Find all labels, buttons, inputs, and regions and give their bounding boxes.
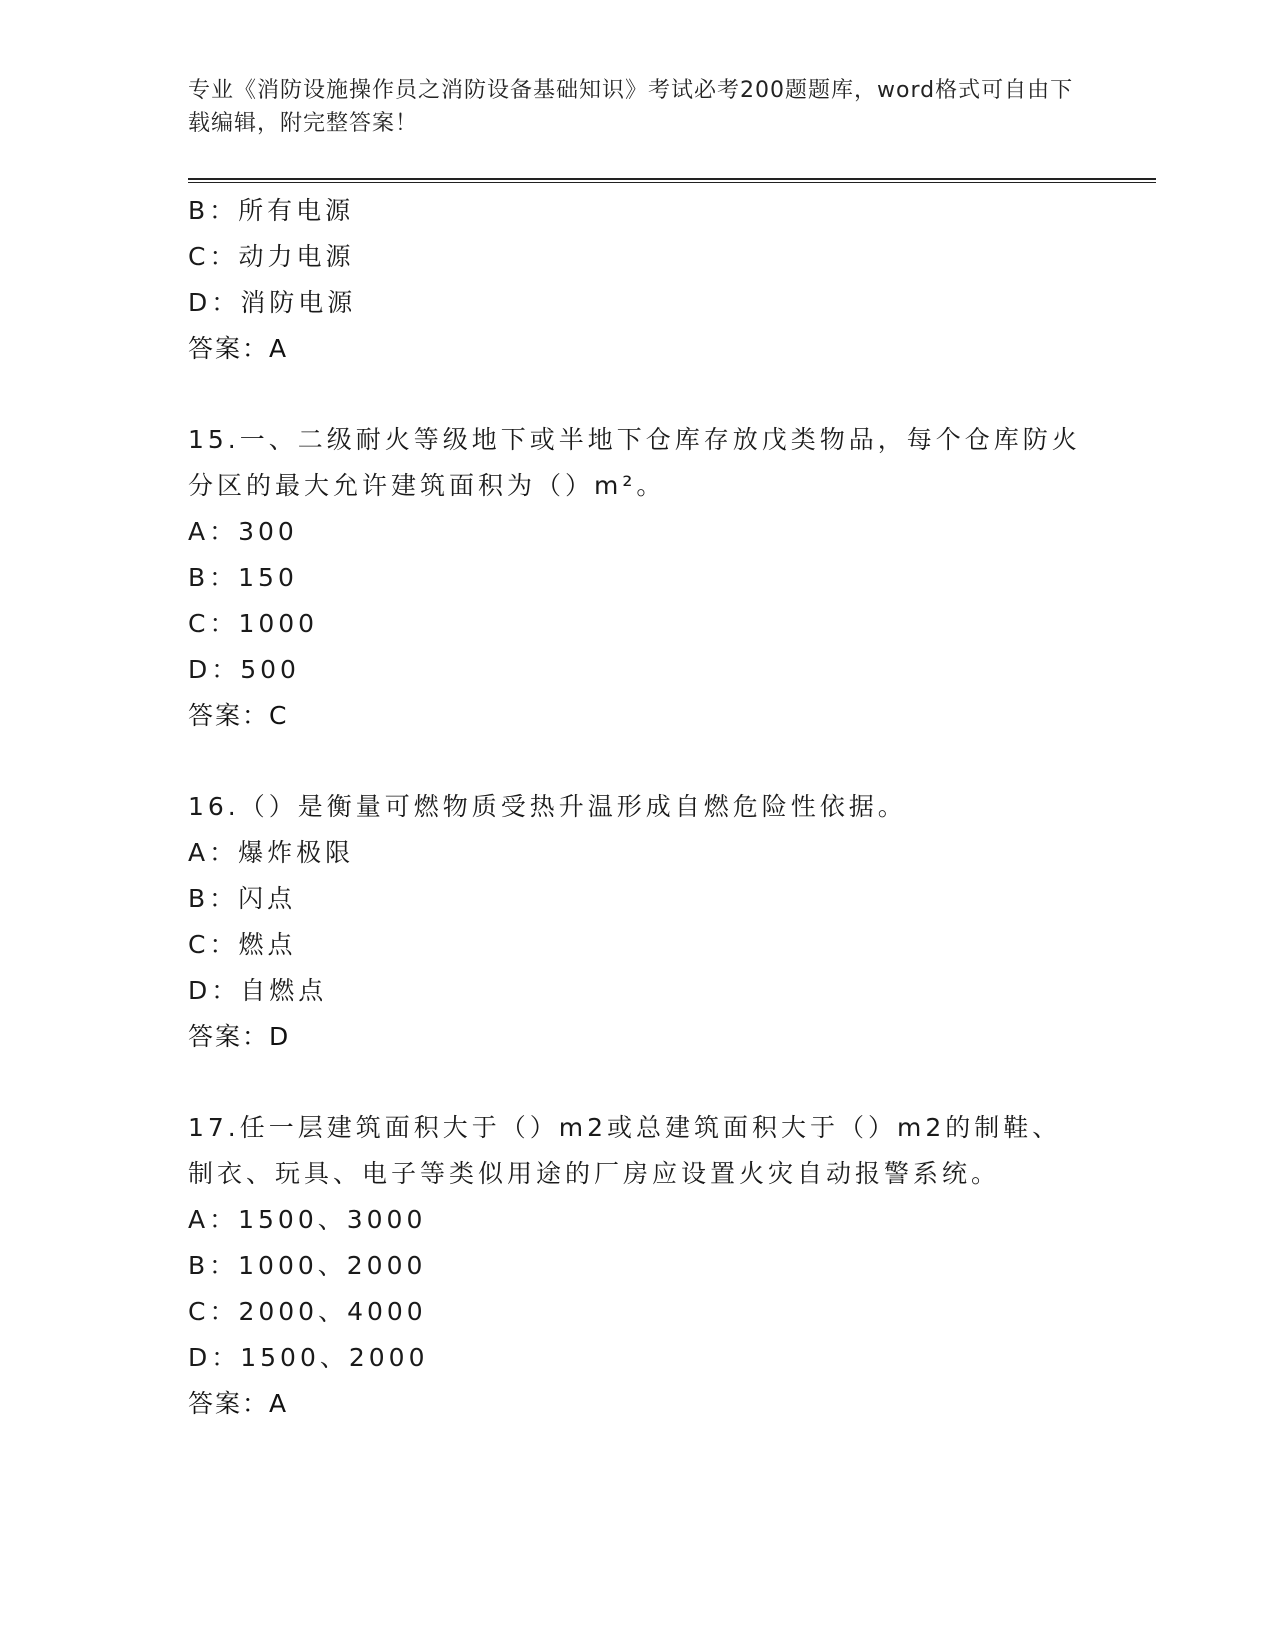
question-17 [188, 1105, 1088, 1427]
option-d: D：自燃点 [188, 976, 328, 1005]
option-b: B：所有电源 [188, 196, 355, 225]
option-d: D：消防电源 [188, 288, 357, 317]
option-c: C：2000、4000 [188, 1297, 427, 1326]
option-c: C：燃点 [188, 930, 297, 959]
option-a: A：爆炸极限 [188, 838, 355, 867]
option-b: B：闪点 [188, 884, 297, 913]
question-15 [188, 417, 1088, 739]
option-c: C：1000 [188, 609, 319, 638]
option-d: D：500 [188, 655, 300, 684]
question-stem: 17.任一层建筑面积大于（）m2或总建筑面积大于（）m2的制鞋、制衣、玩具、电子等类似用途的厂房应设置火灾自动报警系统。 [188, 1113, 1062, 1188]
page-header: 专业《消防设施操作员之消防设备基础知识》考试必考200题题库，word格式可自由下载编辑，附完整答案！ [188, 78, 1074, 136]
question-carryover [188, 188, 1088, 372]
question-16 [188, 784, 1088, 1060]
answer-line: 答案：A [188, 1389, 289, 1418]
option-b: B：1000、2000 [188, 1251, 427, 1280]
option-d: D：1500、2000 [188, 1343, 429, 1372]
answer-line: 答案：D [188, 1022, 291, 1051]
question-stem: 15.一、二级耐火等级地下或半地下仓库存放戊类物品，每个仓库防火分区的最大允许建筑面积为（）m²。 [188, 425, 1081, 500]
option-b: B：150 [188, 563, 298, 592]
question-stem: 16.（）是衡量可燃物质受热升温形成自燃危险性依据。 [188, 792, 907, 821]
answer-line: 答案：C [188, 701, 289, 730]
header-divider [188, 178, 1156, 183]
document-body [188, 188, 1088, 1427]
option-c: C：动力电源 [188, 242, 355, 271]
answer-line: 答案：A [188, 334, 289, 363]
option-a: A：1500、3000 [188, 1205, 427, 1234]
option-a: A：300 [188, 517, 298, 546]
